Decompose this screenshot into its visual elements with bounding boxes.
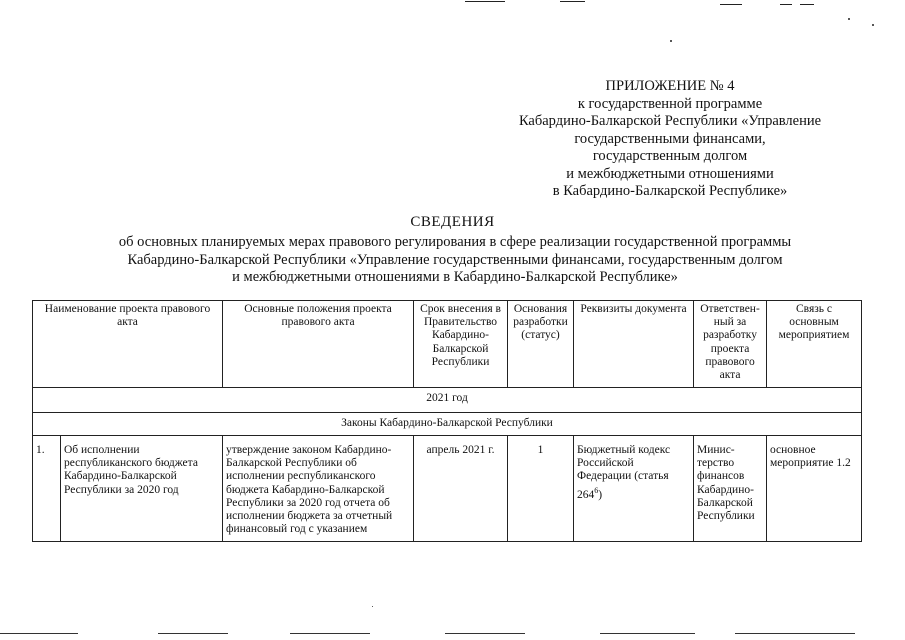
appendix-line: Кабардино-Балкарской Республики «Управление bbox=[518, 113, 822, 129]
header-name: Наименование проекта правового акта bbox=[33, 301, 223, 388]
scan-artifact bbox=[290, 633, 370, 634]
subtitle-line: об основных планируемых мерах правового регулирования в сфере реализации государственной программы bbox=[118, 234, 792, 250]
requisites-close: ) bbox=[598, 488, 603, 501]
scan-artifact bbox=[800, 4, 814, 5]
scan-artifact bbox=[372, 606, 373, 607]
scan-artifact bbox=[445, 633, 525, 634]
scan-artifact bbox=[720, 4, 742, 5]
table-row bbox=[33, 436, 862, 542]
requisites-text: Бюджетный кодекс Российской Федерации (статья 264 bbox=[577, 444, 671, 501]
appendix-line: в Кабардино-Балкарской Республике» bbox=[552, 183, 788, 199]
appendix-line: государственными финансами, bbox=[574, 130, 766, 147]
requisites-superscript: 6 bbox=[594, 485, 599, 495]
measures-table bbox=[32, 300, 862, 542]
scan-artifact bbox=[465, 1, 505, 2]
header-requisites: Реквизиты документа bbox=[574, 301, 694, 388]
document-title: СВЕДЕНИЯ bbox=[410, 214, 495, 230]
section-label: Законы Кабардино-Балкарской Республики bbox=[33, 413, 862, 436]
subtitle-line: Кабардино-Балкарской Республики «Управление государственными финансами, государственным долгом bbox=[127, 251, 783, 268]
scan-artifact bbox=[0, 633, 78, 634]
row-requisites bbox=[574, 436, 694, 542]
header-deadline: Срок внесения в Правительство Кабардино-Балкарской Республики bbox=[414, 301, 508, 388]
year-row bbox=[33, 388, 862, 413]
header-grounds: Основания разработки (статус) bbox=[508, 301, 574, 388]
header-provisions: Основные положения проекта правового акта bbox=[223, 301, 414, 388]
appendix-line: и межбюджетными отношениями bbox=[566, 165, 774, 182]
appendix-line: государственным долгом bbox=[592, 148, 748, 164]
row-deadline: апрель 2021 г. bbox=[414, 436, 508, 542]
row-link: основное мероприятие 1.2 bbox=[767, 436, 862, 542]
scan-artifact bbox=[780, 4, 792, 5]
header-link: Связь с основным мероприятием bbox=[767, 301, 862, 388]
document-subtitle bbox=[40, 234, 870, 287]
appendix-line: ПРИЛОЖЕНИЕ № 4 bbox=[605, 78, 735, 94]
row-grounds: 1 bbox=[508, 436, 574, 542]
header-responsible: Ответствен-ный за разработку проекта правового акта bbox=[694, 301, 767, 388]
row-provisions: утверждение законом Кабардино-Балкарской Республики об исполнении республиканского бюджета Кабардино-Балкарской Республики за 2020 год отчета об исполнении бюджета за отчетный финансовый год с указанием bbox=[223, 436, 414, 542]
scan-artifact bbox=[670, 40, 672, 42]
appendix-line: к государственной программе bbox=[577, 95, 763, 112]
scan-artifact bbox=[600, 633, 695, 634]
subtitle-line: и межбюджетными отношениями в Кабардино-Балкарской Республике» bbox=[232, 269, 678, 285]
scan-artifact bbox=[872, 24, 874, 26]
row-name: Об исполнении республиканского бюджета Кабардино-Балкарской Республики за 2020 год bbox=[61, 436, 223, 542]
appendix-block bbox=[470, 78, 870, 201]
row-responsible: Минис-терство финансов Кабардино-Балкарской Республики bbox=[694, 436, 767, 542]
section-row bbox=[33, 413, 862, 436]
table-header-row bbox=[33, 301, 862, 388]
year-label: 2021 год bbox=[33, 388, 862, 413]
scan-artifact bbox=[848, 18, 850, 20]
scan-artifact bbox=[158, 633, 228, 634]
scan-artifact bbox=[735, 633, 855, 634]
scan-artifact bbox=[560, 1, 585, 2]
row-number: 1. bbox=[33, 436, 61, 542]
